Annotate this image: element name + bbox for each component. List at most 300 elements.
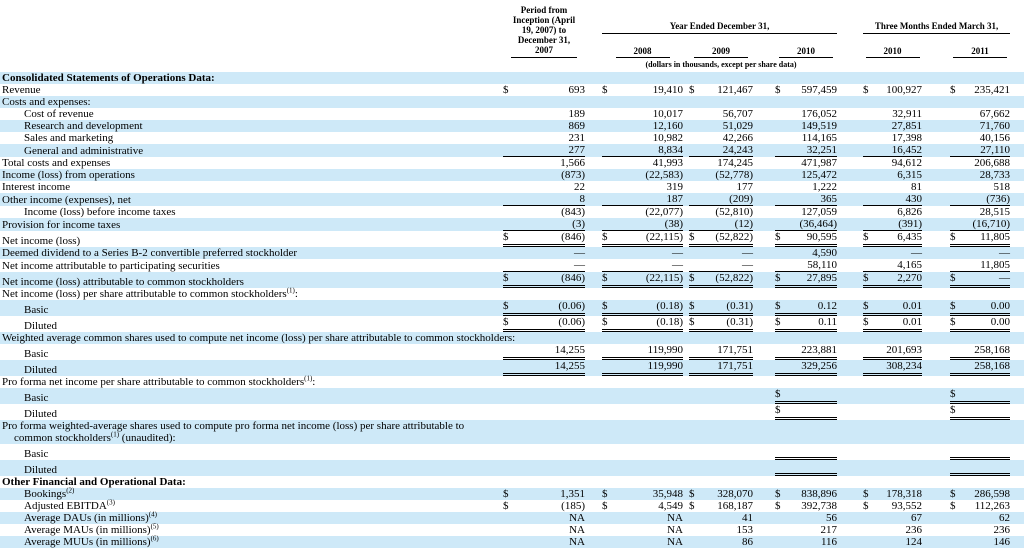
row-label	[0, 181, 500, 193]
value-cell	[500, 500, 585, 512]
cell-value: 17,398	[891, 132, 923, 144]
value-cell	[922, 96, 1010, 108]
row-label-text: Diluted	[24, 364, 57, 376]
footnote-marker: (2)	[66, 486, 75, 495]
value-cell	[837, 288, 922, 300]
value-cell	[500, 288, 585, 300]
value-cell	[683, 476, 753, 488]
value-cell	[837, 388, 922, 404]
column-header-q1-2011: 2011	[922, 34, 1010, 58]
value-cell	[837, 218, 922, 231]
value-cell	[922, 500, 1010, 512]
cell-value: 14,255	[554, 344, 585, 356]
currency-sign: $	[950, 300, 956, 312]
value-cell	[500, 96, 585, 108]
row-label-text: Diluted	[24, 408, 57, 420]
table-row	[0, 344, 1024, 360]
value-cell	[837, 444, 922, 460]
value-cell	[922, 476, 1010, 488]
row-right-pad	[1010, 84, 1024, 96]
cell-value: NA	[667, 512, 683, 524]
table-row	[0, 231, 1024, 247]
cell-value: (16,710)	[972, 218, 1011, 230]
value-cell	[837, 169, 922, 181]
table-row	[0, 316, 1024, 332]
table-row	[0, 108, 1024, 120]
row-label	[0, 512, 500, 524]
row-label-text: Total costs and expenses	[2, 157, 111, 169]
value-cell	[837, 524, 922, 536]
row-label	[0, 316, 500, 332]
value-cell	[922, 404, 1010, 420]
value-cell	[922, 360, 1010, 376]
cell-value: 319	[666, 181, 683, 193]
table-body	[0, 72, 1024, 548]
row-label	[0, 144, 500, 157]
cell-value: 124	[905, 536, 923, 548]
currency-sign: $	[503, 300, 509, 312]
value-cell	[922, 272, 1010, 288]
currency-sign: $	[775, 388, 781, 400]
table-row	[0, 120, 1024, 132]
value-cell	[683, 259, 753, 272]
row-right-pad	[1010, 120, 1024, 132]
value-cell	[837, 132, 922, 144]
cell-value: 24,243	[722, 144, 753, 156]
table-row	[0, 247, 1024, 259]
value-cell	[922, 84, 1010, 96]
cell-value: 51,029	[722, 120, 753, 132]
cell-value: 94,612	[891, 157, 923, 169]
table-row	[0, 193, 1024, 206]
cell-value: 56,707	[722, 108, 753, 120]
row-right-pad	[1010, 460, 1024, 476]
row-label-text: Consolidated Statements of Operations Data:	[2, 72, 215, 84]
value-cell	[683, 181, 753, 193]
value-cell	[753, 316, 837, 332]
cell-value: (22,077)	[645, 206, 683, 218]
column-header-q1-2010: 2010	[837, 34, 922, 58]
currency-sign: $	[863, 231, 869, 243]
value-cell	[922, 344, 1010, 360]
cell-value: 217	[820, 524, 838, 536]
value-cell	[683, 512, 753, 524]
value-cell	[922, 157, 1010, 169]
value-cell	[922, 218, 1010, 231]
cell-value: 4,165	[897, 259, 923, 271]
value-cell	[922, 332, 1010, 344]
value-cell	[500, 512, 585, 524]
right-margin	[1010, 0, 1024, 72]
cell-value: 42,266	[722, 132, 753, 144]
value-cell	[753, 488, 837, 500]
value-cell	[500, 344, 585, 360]
currency-sign: $	[863, 272, 869, 284]
cell-value: 40,156	[979, 132, 1011, 144]
cell-value: 0.01	[902, 316, 923, 328]
value-cell	[500, 388, 585, 404]
value-cell	[837, 96, 922, 108]
value-cell	[753, 376, 837, 388]
row-label-text: Net income (loss)	[2, 235, 81, 247]
currency-sign: $	[775, 404, 781, 416]
cell-value: 22	[574, 181, 585, 193]
cell-value: 328,070	[717, 488, 753, 500]
cell-value: NA	[667, 524, 683, 536]
value-cell	[683, 500, 753, 512]
row-label	[0, 120, 500, 132]
value-cell	[683, 376, 753, 388]
column-group-year-ended	[585, 0, 837, 34]
row-label	[0, 193, 500, 206]
cell-value: 32,911	[892, 108, 923, 120]
value-cell	[500, 488, 585, 500]
row-label	[0, 388, 500, 404]
currency-sign: $	[863, 316, 869, 328]
value-cell	[585, 84, 683, 96]
cell-value: 597,459	[801, 84, 838, 96]
value-cell	[753, 231, 837, 247]
cell-value: 32,251	[806, 144, 838, 156]
cell-value: 41	[742, 512, 753, 524]
row-label-text: Diluted	[24, 464, 57, 476]
cell-value: 12,160	[652, 120, 683, 132]
cell-value: 11,805	[980, 231, 1011, 243]
table-row	[0, 376, 1024, 388]
row-right-pad	[1010, 157, 1024, 169]
cell-value: (0.06)	[558, 300, 585, 312]
table-row	[0, 388, 1024, 404]
value-cell	[585, 108, 683, 120]
currency-sign: $	[503, 500, 509, 512]
value-cell	[837, 536, 922, 548]
value-cell	[683, 288, 753, 300]
cell-value: 8	[579, 193, 585, 205]
cell-value: 4,549	[658, 500, 683, 512]
row-label-text: Average MAUs (in millions)	[24, 524, 151, 536]
row-right-pad	[1010, 488, 1024, 500]
cell-value: 6,826	[897, 206, 923, 218]
value-cell	[585, 181, 683, 193]
value-cell	[683, 332, 753, 344]
row-label-text: Net income (loss) per share attributable to common stockholders	[2, 288, 287, 300]
cell-value: 6,315	[897, 169, 923, 181]
value-cell	[837, 181, 922, 193]
row-label-text: Income (loss) before income taxes	[24, 206, 176, 218]
row-right-pad	[1010, 344, 1024, 360]
cell-value: —	[999, 247, 1011, 259]
currency-sign: $	[602, 316, 608, 328]
cell-value: 100,927	[886, 84, 923, 96]
currency-sign: $	[950, 231, 956, 243]
cell-value: (38)	[664, 218, 683, 230]
value-cell	[683, 218, 753, 231]
value-cell	[753, 360, 837, 376]
row-label-text: Cost of revenue	[24, 108, 94, 120]
value-cell	[837, 420, 922, 444]
value-cell	[585, 476, 683, 488]
table-row	[0, 460, 1024, 476]
cell-value: 168,187	[717, 500, 753, 512]
value-cell	[753, 247, 837, 259]
row-right-pad	[1010, 524, 1024, 536]
value-cell	[683, 316, 753, 332]
table-row	[0, 360, 1024, 376]
cell-value: 8,834	[658, 144, 683, 156]
row-label-text: Basic	[24, 348, 49, 360]
row-label	[0, 288, 500, 300]
cell-value: 0.00	[990, 316, 1011, 328]
currency-sign: $	[689, 316, 695, 328]
row-right-pad	[1010, 72, 1024, 84]
value-cell	[683, 169, 753, 181]
row-label	[0, 332, 516, 344]
value-cell	[500, 181, 585, 193]
row-right-pad	[1010, 288, 1024, 300]
row-label	[0, 404, 500, 420]
value-cell	[837, 360, 922, 376]
currency-sign: $	[863, 300, 869, 312]
table-row	[0, 132, 1024, 144]
value-cell	[500, 108, 585, 120]
row-right-pad	[1010, 96, 1024, 108]
value-cell	[753, 524, 837, 536]
cell-value: 189	[568, 108, 585, 120]
row-label-text: General and administrative	[24, 145, 144, 157]
value-cell	[683, 193, 753, 206]
cell-value: 58,110	[807, 259, 838, 271]
value-cell	[837, 72, 922, 84]
cell-value: 121,467	[717, 84, 753, 96]
row-label-text: Revenue	[2, 84, 41, 96]
value-cell	[837, 300, 922, 316]
cell-value: (843)	[561, 206, 585, 218]
cell-value: 81	[911, 181, 923, 193]
value-cell	[753, 206, 837, 218]
value-cell	[500, 404, 585, 420]
value-cell	[500, 460, 585, 476]
footnote-marker: (1)	[110, 430, 120, 439]
table-row	[0, 84, 1024, 96]
cell-value: —	[574, 247, 585, 259]
table-row	[0, 300, 1024, 316]
value-cell	[500, 72, 585, 84]
cell-value: 41,993	[652, 157, 683, 169]
value-cell	[585, 120, 683, 132]
cell-value: (12)	[734, 218, 753, 230]
cell-value: 112,263	[974, 500, 1011, 512]
value-cell	[837, 316, 922, 332]
header-label-spacer	[0, 0, 500, 58]
value-cell	[585, 272, 683, 288]
row-label	[0, 108, 500, 120]
row-label-text: Average DAUs (in millions)	[24, 512, 149, 524]
value-cell	[753, 72, 837, 84]
value-cell	[585, 96, 683, 108]
cell-value: 174,245	[717, 157, 753, 169]
row-label	[0, 500, 500, 512]
value-cell	[585, 157, 683, 169]
cell-value: 28,515	[979, 206, 1011, 218]
value-cell	[753, 218, 837, 231]
value-cell	[585, 259, 683, 272]
cell-value: —	[574, 259, 585, 271]
cell-value: 125,472	[801, 169, 838, 181]
cell-value: —	[672, 247, 683, 259]
table-row	[0, 144, 1024, 157]
cell-value: 206,688	[974, 157, 1011, 169]
value-cell	[922, 524, 1010, 536]
row-label-text: Bookings	[24, 488, 67, 500]
row-label-text: Research and development	[24, 120, 143, 132]
row-label	[0, 360, 500, 376]
value-cell	[683, 144, 753, 157]
row-label-text: Average MUUs (in millions)	[24, 536, 151, 548]
table-row	[0, 96, 1024, 108]
value-cell	[500, 259, 585, 272]
table-row	[0, 206, 1024, 218]
cell-value: 187	[666, 193, 683, 205]
value-cell	[753, 272, 837, 288]
value-cell	[922, 488, 1010, 500]
cell-value: 14,255	[554, 360, 585, 372]
currency-sign: $	[863, 84, 869, 96]
column-group-three-months	[837, 0, 1010, 34]
cell-value: (0.31)	[726, 300, 753, 312]
row-right-pad	[1010, 108, 1024, 120]
value-cell	[753, 444, 837, 460]
value-cell	[585, 404, 683, 420]
table-row	[0, 488, 1024, 500]
value-cell	[837, 376, 922, 388]
row-label-text: Other income (expenses), net	[2, 194, 131, 206]
value-cell	[683, 388, 753, 404]
row-label	[0, 460, 500, 476]
value-cell	[500, 84, 585, 96]
table-row	[0, 476, 1024, 488]
cell-value: 171,751	[717, 360, 753, 372]
currency-sign: $	[689, 300, 695, 312]
value-cell	[683, 72, 753, 84]
cell-value: —	[742, 259, 753, 271]
row-label	[0, 84, 500, 96]
cell-value: (52,810)	[715, 206, 753, 218]
cell-value: 119,990	[647, 360, 683, 372]
value-cell	[922, 512, 1010, 524]
value-cell	[500, 132, 585, 144]
value-cell	[753, 404, 837, 420]
value-cell	[585, 169, 683, 181]
row-right-pad	[1010, 444, 1024, 460]
cell-value: 56	[826, 512, 838, 524]
row-right-pad	[1010, 316, 1024, 332]
row-label	[0, 132, 500, 144]
currency-sign: $	[602, 272, 608, 284]
row-label-text: Costs and expenses:	[2, 96, 91, 108]
value-cell	[837, 247, 922, 259]
value-cell	[683, 132, 753, 144]
cell-value: 4,590	[812, 247, 838, 259]
cell-value: 201,693	[886, 344, 923, 356]
currency-sign: $	[503, 488, 509, 500]
cell-value: 0.00	[990, 300, 1011, 312]
cell-value: 258,168	[974, 360, 1011, 372]
cell-value: (22,583)	[645, 169, 683, 181]
value-cell	[753, 332, 837, 344]
row-label	[0, 444, 500, 460]
value-cell	[837, 332, 922, 344]
currency-sign: $	[950, 404, 956, 416]
cell-value: 177	[736, 181, 753, 193]
cell-value: (3)	[572, 218, 585, 230]
currency-sign: $	[602, 300, 608, 312]
value-cell	[585, 132, 683, 144]
row-label-text: Diluted	[24, 320, 57, 332]
table-row	[0, 72, 1024, 84]
value-cell	[585, 344, 683, 360]
value-cell	[922, 108, 1010, 120]
cell-value: NA	[569, 512, 585, 524]
cell-value: 286,598	[974, 488, 1011, 500]
row-right-pad	[1010, 476, 1024, 488]
value-cell	[585, 193, 683, 206]
value-cell	[500, 360, 585, 376]
cell-value: —	[999, 272, 1011, 284]
cell-value: 62	[999, 512, 1011, 524]
cell-value: (0.18)	[656, 316, 683, 328]
footnote-marker: (1)	[286, 286, 295, 295]
currency-sign: $	[689, 500, 695, 512]
row-label	[0, 376, 500, 388]
value-cell	[585, 536, 683, 548]
value-cell	[500, 444, 585, 460]
cell-value: (22,115)	[645, 272, 683, 284]
cell-value: —	[742, 247, 753, 259]
cell-value: 0.11	[818, 316, 838, 328]
cell-value: 2,270	[897, 272, 923, 284]
currency-sign: $	[689, 488, 695, 500]
value-cell	[500, 247, 585, 259]
column-header-period-2007	[500, 0, 585, 58]
cell-value: (52,822)	[715, 231, 753, 243]
table-row	[0, 420, 1024, 444]
row-right-pad	[1010, 404, 1024, 420]
footnote-marker: (5)	[150, 522, 159, 531]
value-cell	[837, 84, 922, 96]
cell-value: 67,662	[979, 108, 1011, 120]
row-label	[0, 247, 500, 259]
value-cell	[500, 231, 585, 247]
row-label	[0, 420, 500, 444]
value-cell	[585, 316, 683, 332]
value-cell	[500, 524, 585, 536]
cell-value: 93,552	[891, 500, 923, 512]
value-cell	[753, 476, 837, 488]
value-cell	[753, 300, 837, 316]
value-cell	[500, 376, 585, 388]
cell-value: (209)	[729, 193, 753, 205]
value-cell	[585, 388, 683, 404]
table-row	[0, 272, 1024, 288]
currency-sign: $	[950, 316, 956, 328]
cell-value: 11,805	[980, 259, 1011, 271]
row-label-text: Basic	[24, 448, 49, 460]
table-row	[0, 218, 1024, 231]
row-label-text: Net income (loss) attributable to common stockholders	[2, 276, 244, 288]
cell-value: 235,421	[974, 84, 1011, 96]
row-label-text: Other Financial and Operational Data:	[2, 476, 186, 488]
cell-value: 693	[568, 84, 585, 96]
